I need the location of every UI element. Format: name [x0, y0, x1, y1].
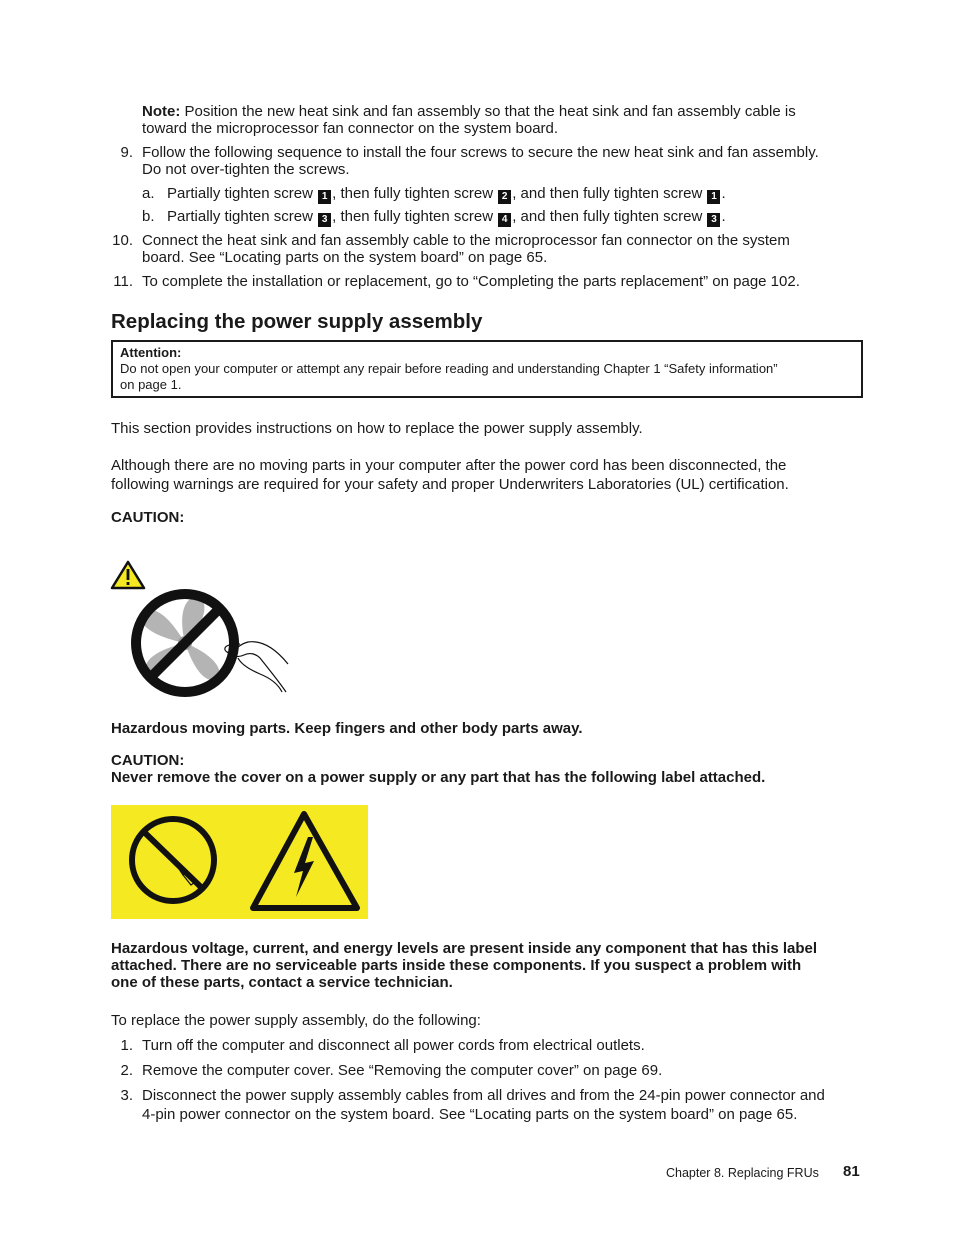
substep-b-text-2: , then fully tighten screw: [332, 208, 494, 225]
note: [142, 103, 796, 120]
warning-triangle-icon: [112, 562, 144, 588]
substep-a: [142, 185, 726, 204]
warning-paragraph-line-2: following warnings are required for your safety and proper Underwriters Laboratories (UL) certification.: [111, 476, 789, 493]
electrical-hazard-label-image: [111, 805, 368, 919]
step-10-line-1: Connect the heat sink and fan assembly cable to the microprocessor fan connector on the system: [142, 232, 790, 249]
substep-b-text-3: , and then fully tighten screw: [512, 208, 703, 225]
footer-chapter: Chapter 8. Replacing FRUs: [666, 1166, 819, 1180]
substep-b-text-1: Partially tighten screw: [167, 208, 313, 225]
procedure-step-2-number: 2.: [120, 1062, 133, 1079]
procedure-step-2-text: Remove the computer cover. See “Removing the computer cover” on page 69.: [142, 1062, 663, 1079]
procedure-intro: To replace the power supply assembly, do the following:: [111, 1012, 481, 1029]
substep-b-letter: b.: [142, 208, 155, 225]
substep-a-text-4: .: [721, 185, 726, 202]
moving-parts-hazard-image: [110, 558, 300, 703]
procedure-step-3-number: 3.: [120, 1087, 133, 1104]
caution-label: CAUTION:: [111, 509, 185, 526]
step-11-line-1: To complete the installation or replacement, go to “Completing the parts replacement” on page 102.: [142, 273, 800, 290]
step-10-number: 10.: [112, 232, 133, 249]
substep-a-text-1: Partially tighten screw: [167, 185, 313, 202]
callout-badge: 4: [498, 213, 511, 227]
step-9-line-1: Follow the following sequence to install the four screws to secure the new heat sink and fan assembly.: [142, 144, 819, 161]
hazard-voltage-line-3: one of these parts, contact a service technician.: [111, 974, 453, 991]
callout-badge: 3: [707, 213, 720, 227]
note-label: Note:: [142, 103, 181, 120]
procedure-step-1-text: Turn off the computer and disconnect all power cords from electrical outlets.: [142, 1037, 645, 1054]
substep-a-text-2: , then fully tighten screw: [332, 185, 494, 202]
attention-line-1: Do not open your computer or attempt any repair before reading and understanding Chapter 1 “Safety information”: [120, 361, 778, 376]
attention-title: Attention:: [120, 345, 182, 360]
caution-2-text: Never remove the cover on a power supply or any part that has the following label attached.: [111, 769, 766, 786]
step-9-line-2: Do not over-tighten the screws.: [142, 161, 350, 178]
hazard-moving-parts-text: Hazardous moving parts. Keep fingers and other body parts away.: [111, 720, 583, 737]
intro-paragraph: This section provides instructions on how to replace the power supply assembly.: [111, 420, 643, 437]
step-9-number: 9.: [120, 144, 133, 161]
callout-badge: 1: [318, 190, 331, 204]
hazard-voltage-line-1: Hazardous voltage, current, and energy levels are present inside any component that has this label: [111, 940, 818, 957]
substep-a-text-3: , and then fully tighten screw: [512, 185, 703, 202]
procedure-step-3-line-2: 4-pin power connector on the system board. See “Locating parts on the system board” on page 65.: [142, 1106, 798, 1123]
page-number: 81: [843, 1163, 860, 1180]
section-title: Replacing the power supply assembly: [111, 310, 483, 333]
attention-line-2: on page 1.: [120, 377, 182, 392]
procedure-step-1-number: 1.: [120, 1037, 133, 1054]
note-text-2: toward the microprocessor fan connector on the system board.: [142, 120, 559, 137]
step-10-line-2: board. See “Locating parts on the system board” on page 65.: [142, 249, 548, 266]
hazard-voltage-line-2: attached. There are no serviceable parts inside these components. If you suspect a problem with: [111, 957, 802, 974]
note-text-1: Position the new heat sink and fan assembly so that the heat sink and fan assembly cable is: [184, 103, 796, 120]
warning-paragraph-line-1: Although there are no moving parts in your computer after the power cord has been disconnected, the: [111, 457, 787, 474]
attention-box: [111, 340, 863, 398]
callout-badge: 2: [498, 190, 511, 204]
substep-b-text-4: .: [721, 208, 726, 225]
substep-a-letter: a.: [142, 185, 155, 202]
procedure-step-3-line-1: Disconnect the power supply assembly cables from all drives and from the 24-pin power connector and: [142, 1087, 825, 1104]
substep-b: [142, 208, 726, 227]
step-11-number: 11.: [113, 273, 133, 290]
caution-2-label: CAUTION:: [111, 752, 185, 769]
callout-badge: 3: [318, 213, 331, 227]
callout-badge: 1: [707, 190, 720, 204]
